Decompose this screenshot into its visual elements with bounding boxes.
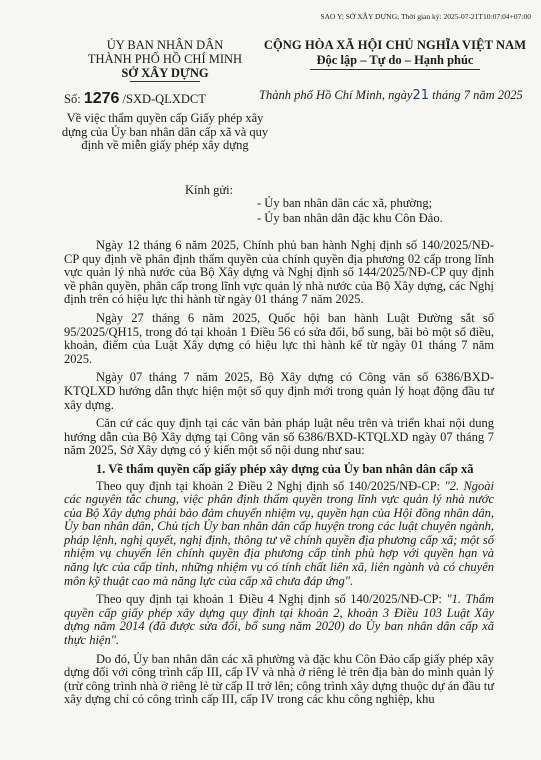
body-paragraph: Do đó, Ủy ban nhân dân các xã phường và đặc khu Côn Đảo cấp giấy phép xây dựng đối với công trình cấp III, cấp IV và nhà ở riêng lẻ trên địa bàn do mình quản lý (trừ công trình nhà ở riêng lẻ từ cấp II trở lên; công trình xây dựng thuộc dự án đầu tư xây dựng chỉ có công trình cấp III, cấp IV trong các khu công nghiệp, khu	[64, 651, 494, 707]
recipient-item: - Ủy ban nhân dân đặc khu Côn Đảo.	[257, 211, 443, 225]
body-paragraph: Ngày 07 tháng 7 năm 2025, Bộ Xây dựng có Công văn số 6386/BXD-KTQLXD hướng dẫn thực hiện một số quy định mới trong quản lý hoạt động đầu tư xây dựng.	[64, 370, 494, 412]
national-header	[250, 38, 540, 70]
recipient-item: - Ủy ban nhân dân các xã, phường;	[257, 196, 433, 210]
recipients-label: Kính gửi:	[185, 183, 234, 197]
document-subject: Về việc thẩm quyền cấp Giấy phép xây dựng của Ủy ban nhân dân cấp xã và quy định về miễn giấy phép xây dựng	[61, 111, 269, 152]
date-suffix: tháng 7 năm 2025	[429, 88, 523, 102]
section-heading: 1. Về thẩm quyền cấp giấy phép xây dựng của Ủy ban nhân dân cấp xã	[96, 461, 474, 476]
doc-no-suffix: /SXD-QLXDCT	[119, 92, 206, 106]
doc-no-number: 1276	[83, 90, 120, 107]
body-paragraph	[64, 480, 494, 589]
legal-quote: "2. Ngoài các nguyên tắc chung, việc phân định thẩm quyền trong lĩnh vực quản lý nhà nước của Bộ Xây dựng phải bảo đảm chuyển nhiệm vụ, quyền hạn của Hội đồng nhân dân, Ủy ban nhân dân, Chủ tịch Ủy ban nhân dân cấp huyện trong các luật chuyên ngành, pháp lệnh, nghị quyết, nghị định, thông tư về chính quyền địa phương cấp xã; một số nhiệm vụ chuyển lên chính quyền địa phương cấp tỉnh phù hợp với quyền hạn và năng lực của cấp tỉnh, những nhiệm vụ có tính chất liên xã, liên ngành và có chuyên môn kỹ thuật cao mà năng lực của cấp xã chưa đáp ứng".	[64, 478, 494, 588]
agency-underline	[130, 81, 200, 82]
issuing-agency-header	[60, 38, 270, 82]
document-body	[64, 239, 494, 712]
digital-signature-stamp: SAO Y; SỞ XÂY DỰNG; Thời gian ký: 2025-07-21T10:07:04+07:00	[320, 12, 531, 21]
agency-line-2: THÀNH PHỐ HỒ CHÍ MINH	[87, 52, 243, 66]
legal-quote: "1. Thẩm quyền cấp giấy phép xây dựng quy định tại khoản 2, khoản 3 Điều 103 Luật Xây dựng năm 2014 (đã được sửa đổi, bổ sung năm 2020) do Ủy ban nhân dân cấp xã thực hiện".	[64, 592, 494, 648]
date-day-handwritten: 21	[412, 88, 430, 103]
agency-line-1: ỦY BAN NHÂN DÂN	[106, 38, 224, 52]
body-paragraph: Ngày 12 tháng 6 năm 2025, Chính phủ ban hành Nghị định số 140/2025/NĐ-CP quy định về phân định thẩm quyền của chính quyền địa phương 02 cấp trong lĩnh vực quản lý nhà nước của Bộ Xây dựng và Nghị định số 144/2025/NĐ-CP quy định về phân quyền, phân cấp trong lĩnh vực quản lý nhà nước của Bộ Xây dựng, các Nghị định trên có hiệu lực thi hành từ ngày 01 tháng 7 năm 2025.	[64, 238, 494, 307]
motto-underline	[310, 69, 480, 70]
paragraph-lead: Theo quy định tại khoản 1 Điều 4 Nghị định số 140/2025/NĐ-CP:	[96, 592, 447, 607]
national-title: CỘNG HÒA XÃ HỘI CHỦ NGHĨA VIỆT NAM	[263, 38, 527, 52]
recipients-list	[257, 196, 443, 226]
paragraph-lead: Theo quy định tại khoản 2 Điều 2 Nghị định số 140/2025/NĐ-CP:	[96, 478, 445, 493]
agency-line-3: SỞ XÂY DỰNG	[121, 66, 209, 80]
body-paragraph: Căn cứ các quy định tại các văn bản pháp luật nêu trên và triển khai nội dung hướng dẫn của Bộ Xây dựng tại Công văn số 6386/BXD-KTQLXD ngày 07 tháng 7 năm 2025, Sở Xây dựng có ý kiến một số nội dung như sau:	[64, 416, 494, 458]
body-paragraph: Ngày 27 tháng 6 năm 2025, Quốc hội ban hành Luật Đường sắt số 95/2025/QH15, trong đó tại khoản 1 Điều 56 có sửa đổi, bổ sung, bãi bỏ một số điều, khoản, điểm của Luật Xây dựng có hiệu lực thi hành kể từ ngày 01 tháng 7 năm 2025.	[64, 310, 494, 366]
body-paragraph	[64, 593, 494, 647]
national-motto: Độc lập – Tự do – Hạnh phúc	[316, 53, 474, 67]
place-date	[259, 88, 523, 103]
doc-no-prefix: Số:	[64, 92, 84, 106]
date-prefix: Thành phố Hồ Chí Minh, ngày	[259, 88, 413, 102]
document-number	[64, 90, 206, 108]
